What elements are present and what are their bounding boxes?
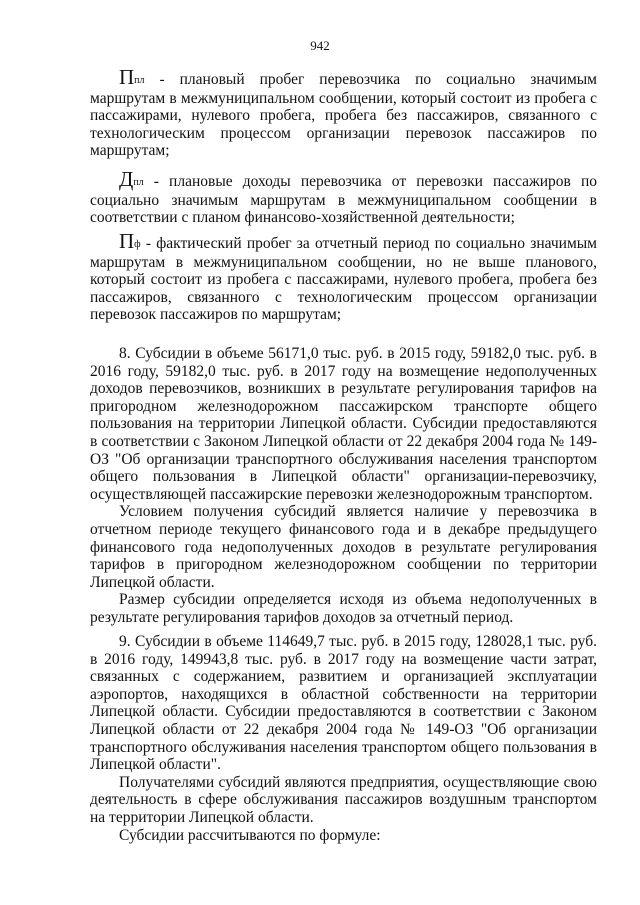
definition-plan-mileage xyxy=(90,65,597,160)
page-number: 942 xyxy=(310,38,330,53)
definition-plan-income xyxy=(90,167,597,227)
section-8 xyxy=(90,345,597,627)
section-8-paragraph-2: Условием получения субсидий является наличие у перевозчика в отчетном периоде текущего финансового года и в декабре предыдущего финансового года недополученных доходов в результате регулирования тарифов в пригородном железнодорожном сообщении по территории Липецкой области. xyxy=(90,503,597,591)
definition-body: - плановый пробег перевозчика по социально значимым маршрутам в межмуниципальном сообщении, который состоит из пробега с пассажирами, нулевого пробега, пробега без пассажиров, связанного с технологическим процессом организации перевозок пассажиров по маршрутам; xyxy=(90,71,597,160)
definition-body: - плановые доходы перевозчика от перевозки пассажиров по социально значимым маршрутам в межмуниципальном сообщении в соответствии с планом финансово-хозяйственной деятельности; xyxy=(90,173,597,227)
section-9 xyxy=(90,633,597,844)
definition-text xyxy=(90,65,597,160)
formula-symbol: П xyxy=(119,65,135,89)
definition-body: - фактический пробег за отчетный период по социально значимым маршрутам в межмуниципальном сообщении, но не выше планового, который состоит из пробега с пассажирами, нулевого пробега, пробега без пассажиров, связанного с технологическим процессом организации перевозок пассажиров по маршрутам; xyxy=(90,235,597,324)
definition-text xyxy=(90,229,597,324)
formula-symbol: П xyxy=(119,229,135,253)
section-8-paragraph-3: Размер субсидии определяется исходя из объема недополученных в результате регулирования тарифов доходов за отчетный период. xyxy=(90,591,597,626)
formula-subscript: пл xyxy=(133,177,144,188)
formula-subscript: пл xyxy=(134,75,145,86)
section-9-paragraph-2: Получателями субсидий являются предприятия, осуществляющие свою деятельность в сфере обслуживания пассажиров воздушным транспортом на территории Липецкой области. xyxy=(90,773,597,826)
section-8-paragraph-1: 8. Субсидии в объеме 56171,0 тыс. руб. в 2015 году, 59182,0 тыс. руб. в 2016 году, 59182,0 тыс. руб. в 2017 году на возмещение недополученных доходов перевозчиков, возникших в результате регулирования тарифов на пригородном железнодорожном пассажирском транспорте общего пользования на территории Липецкой области. Субсидии предоставляются в соответствии с Законом Липецкой области от 22 декабря 2004 года № 149-ОЗ "Об организации транспортного обслуживания населения транспортом общего пользования в Липецкой области" организации-перевозчику, осуществляющей пассажирские перевозки железнодорожным транспортом. xyxy=(90,345,597,503)
definition-text xyxy=(90,167,597,227)
formula-symbol: Д xyxy=(119,167,134,191)
section-9-paragraph-3: Субсидии рассчитываются по формуле: xyxy=(119,826,381,844)
section-9-paragraph-1: 9. Субсидии в объеме 114649,7 тыс. руб. в 2015 году, 128028,1 тыс. руб. в 2016 году, 149943,8 тыс. руб. в 2017 году на возмещение части затрат, связанных с содержанием, развитием и организацией эксплуатации аэропортов, находящихся в областной собственности на территории Липецкой области. Субсидии предоставляются в соответствии с Законом Липецкой области от 22 декабря 2004 года № 149-ОЗ "Об организации транспортного обслуживания населения транспортом общего пользования в Липецкой области". xyxy=(90,633,597,774)
definition-actual-mileage xyxy=(90,229,597,324)
formula-subscript: ф xyxy=(134,239,141,250)
